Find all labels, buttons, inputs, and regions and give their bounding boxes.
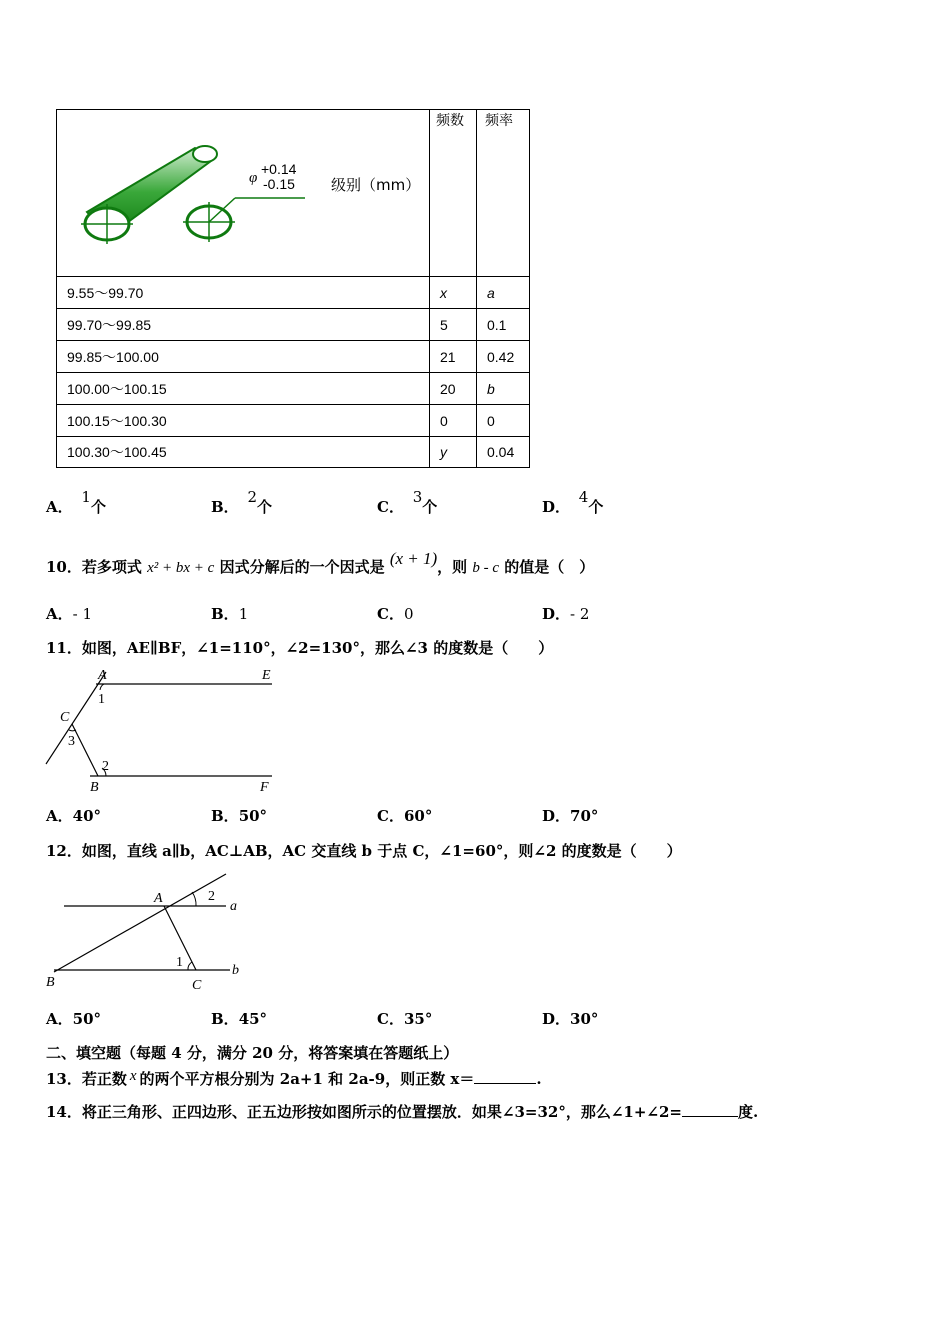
point-c-label: C [192,978,202,993]
range-cell: 99.70～99.85 [57,309,430,341]
section-2-title: 二、填空题（每题 4 分，满分 20 分，将答案填在答题纸上） [46,1044,459,1062]
option-letter: C． [377,605,404,623]
q12-option-b [211,1008,267,1029]
rate-cell: 0 [477,405,530,437]
option-number: 1 [81,488,91,506]
q13-variable: x [129,1068,137,1084]
option-letter: D． [542,605,571,623]
question-14 [46,1101,758,1122]
angle-1-label: 1 [176,955,183,970]
angle-3-arc [69,730,76,731]
question-11: 11．如图，AE∥BF，∠1=110°，∠2=130°，那么∠3 的度数是（ ） [46,639,554,657]
q14-text: 度. [737,1103,759,1121]
option-number: 4 [578,488,589,506]
option-value: - 2 [570,605,590,623]
angle-1-arc [100,684,104,690]
angle-2-label: 2 [208,889,215,904]
option-letter: C． [377,498,404,516]
point-b-label: B [90,780,99,795]
q9-option-b [211,488,273,517]
option-letter: A． [46,498,73,516]
point-f-label: F [260,780,269,795]
option-unit: 个 [588,498,604,516]
line-through-a [46,672,106,764]
q11-option-c [377,805,432,826]
rate-cell: 0.04 [477,437,530,468]
rate-cell: a [477,277,530,309]
line-a-label: a [230,899,237,914]
table-row [57,437,530,468]
option-value: 35° [403,1010,433,1028]
option-number: 2 [247,488,258,506]
range-cell: 99.85～100.00 [57,341,430,373]
q13-text: 13．若正数 [46,1070,127,1088]
q10-expression: b - c [472,560,500,576]
angle-1-arc [188,962,192,970]
option-letter: D． [542,807,571,825]
rate-cell: 0.1 [477,309,530,341]
point-e-label: E [262,668,271,683]
q11-figure [40,664,280,796]
diameter-symbol: φ [249,170,258,186]
q11-option-b [211,805,267,826]
q13-text: . [536,1070,542,1088]
q10-text: 的值是（ ） [504,558,595,576]
option-value: 40° [72,807,102,825]
option-number: 3 [412,488,423,506]
line-ba [54,874,226,972]
q10-factor: (x + 1) [389,549,438,568]
line-cb [72,724,98,776]
q10-option-a [46,603,92,624]
grade-label: 级别（mm） [331,176,421,194]
frequency-table [56,109,530,468]
q9-option-c [377,488,438,517]
option-letter: A． [46,605,73,623]
q12-option-a [46,1008,101,1029]
point-a-label: A [154,891,163,906]
angle-2-label: 2 [102,759,109,774]
option-letter: A． [46,1010,73,1028]
question-10 [46,549,595,577]
range-cell: 100.15～100.30 [57,405,430,437]
line-b-label: b [232,963,239,978]
range-cell: 100.00～100.15 [57,373,430,405]
q13-answer-blank [474,1083,536,1084]
freq-cell: 21 [430,341,477,373]
header-rate: 频率 [477,110,530,277]
point-b-label: B [46,975,55,990]
range-cell: 9.55～99.70 [57,277,430,309]
option-unit: 个 [422,498,438,516]
option-value: 1 [238,605,249,623]
q13-text: 的两个平方根分别为 2a+1 和 2a-9，则正数 x＝ [139,1070,475,1088]
q10-text: ，则 [437,558,468,576]
angle-2-arc [192,892,196,906]
q10-option-b [211,603,248,624]
freq-cell: 20 [430,373,477,405]
tolerance-upper: +0.14 [261,161,297,177]
q9-option-a [46,488,106,517]
pipe-image-cell [57,110,430,277]
freq-cell: y [430,437,477,468]
q12-figure [40,866,260,994]
header-frequency: 频数 [430,110,477,277]
q10-text: 10．若多项式 [46,558,142,576]
q10-option-d [542,603,589,624]
table-row [57,309,530,341]
option-letter: D． [542,498,571,516]
q12-option-c [377,1008,432,1029]
option-value: 30° [570,1010,599,1028]
option-letter: B． [211,807,239,825]
option-value: 45° [238,1010,268,1028]
q11-option-a [46,805,101,826]
question-12: 12．如图，直线 a∥b，AC⊥AB，AC 交直线 b 于点 C，∠1=60°，则∠2 的度数是（ ） [46,842,682,860]
option-letter: A． [46,807,73,825]
point-a-label: A [98,668,107,683]
option-letter: D． [542,1010,571,1028]
option-letter: B． [211,498,239,516]
pipe-illustration [57,110,429,277]
tolerance-lower: -0.15 [263,176,295,192]
table-row [57,341,530,373]
option-letter: B． [211,605,239,623]
rate-cell: 0.42 [477,341,530,373]
question-13 [46,1068,542,1089]
option-letter: B． [211,1010,239,1028]
rate-cell: b [477,373,530,405]
point-c-label: C [60,710,70,725]
option-value: 50° [72,1010,102,1028]
table-row [57,405,530,437]
angle-1-label: 1 [98,692,105,707]
option-value: - 1 [72,605,93,623]
freq-cell: 0 [430,405,477,437]
angle-3-label: 3 [68,734,75,749]
q11-option-d [542,805,598,826]
option-value: 70° [570,807,599,825]
freq-cell: x [430,277,477,309]
q9-option-d [542,488,604,517]
option-value: 50° [238,807,268,825]
option-unit: 个 [257,498,273,516]
option-letter: C． [377,807,404,825]
option-unit: 个 [90,498,106,516]
option-letter: C． [377,1010,404,1028]
table-row [57,373,530,405]
option-value: 0 [403,605,414,623]
q10-option-c [377,603,414,624]
q10-polynomial: x² + bx + c [147,560,215,576]
q14-text: 14．将正三角形、正四边形、正五边形按如图所示的位置摆放．如果∠3=32°，那么∠1+∠2= [46,1103,682,1121]
q12-option-d [542,1008,598,1029]
option-value: 60° [403,807,433,825]
freq-cell: 5 [430,309,477,341]
q10-text: 因式分解后的一个因式是 [219,558,385,576]
q14-answer-blank [682,1116,738,1117]
range-cell: 100.30～100.45 [57,437,430,468]
table-row [57,277,530,309]
